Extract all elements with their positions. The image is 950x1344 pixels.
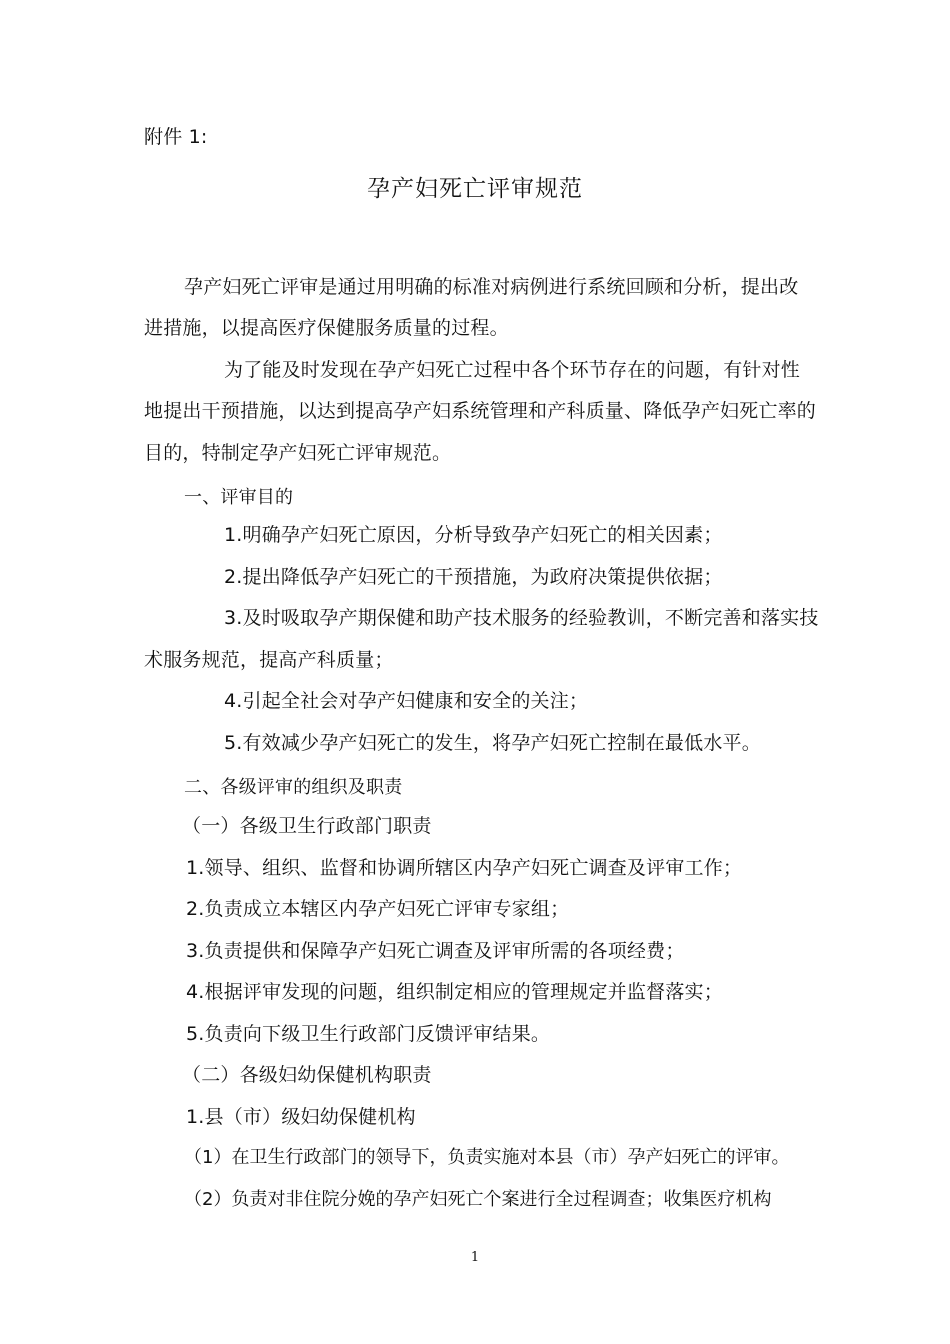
section-2-sub-2-heading: （二）各级妇幼保健机构职责 xyxy=(182,1064,432,1086)
intro-paragraph-1-line-1: 孕产妇死亡评审是通过用明确的标准对病例进行系统回顾和分析，提出改 xyxy=(184,276,799,298)
intro-paragraph-2-line-1: 为了能及时发现在孕产妇死亡过程中各个环节存在的问题，有针对性 xyxy=(224,359,801,381)
section-2-heading: 二、各级评审的组织及职责 xyxy=(184,777,403,798)
page-title: 孕产妇死亡评审规范 xyxy=(367,176,583,202)
section-1-item-2: 2.提出降低孕产妇死亡的干预措施，为政府决策提供依据； xyxy=(224,566,723,588)
section-1-item-3-line-2: 术服务规范，提高产科质量； xyxy=(144,649,394,671)
section-1-item-3-line-1: 3.及时吸取孕产期保健和助产技术服务的经验教训，不断完善和落实技 xyxy=(224,607,819,629)
section-1-item-5: 5.有效减少孕产妇死亡的发生，将孕产妇死亡控制在最低水平。 xyxy=(224,732,761,754)
intro-paragraph-2-line-2: 地提出干预措施，以达到提高孕产妇系统管理和产科质量、降低孕产妇死亡率的 xyxy=(144,400,817,422)
section-2-sub-2-item-1-2: （2）负责对非住院分娩的孕产妇死亡个案进行全过程调查；收集医疗机构 xyxy=(184,1189,772,1210)
intro-paragraph-2-line-3: 目的，特制定孕产妇死亡评审规范。 xyxy=(144,442,452,464)
section-1-heading: 一、评审目的 xyxy=(184,487,294,508)
section-2-sub-1-item-3: 3.负责提供和保障孕产妇死亡调查及评审所需的各项经费； xyxy=(186,940,685,962)
section-2-sub-2-item-1: 1.县（市）级妇幼保健机构 xyxy=(186,1106,416,1128)
section-1-item-1: 1.明确孕产妇死亡原因，分析导致孕产妇死亡的相关因素； xyxy=(224,524,723,546)
attachment-label: 附件 1: xyxy=(144,126,208,148)
section-2-sub-1-item-1: 1.领导、组织、监督和协调所辖区内孕产妇死亡调查及评审工作； xyxy=(186,857,743,879)
section-2-sub-1-heading: （一）各级卫生行政部门职责 xyxy=(182,815,432,837)
page-number: 1 xyxy=(470,1250,480,1265)
section-1-item-4: 4.引起全社会对孕产妇健康和安全的关注； xyxy=(224,690,589,712)
section-2-sub-2-item-1-1: （1）在卫生行政部门的领导下，负责实施对本县（市）孕产妇死亡的评审。 xyxy=(184,1147,790,1168)
section-2-sub-1-item-4: 4.根据评审发现的问题，组织制定相应的管理规定并监督落实； xyxy=(186,981,723,1003)
intro-paragraph-1-line-2: 进措施，以提高医疗保健服务质量的过程。 xyxy=(144,317,509,339)
section-2-sub-1-item-5: 5.负责向下级卫生行政部门反馈评审结果。 xyxy=(186,1023,551,1045)
section-2-sub-1-item-2: 2.负责成立本辖区内孕产妇死亡评审专家组； xyxy=(186,898,570,920)
